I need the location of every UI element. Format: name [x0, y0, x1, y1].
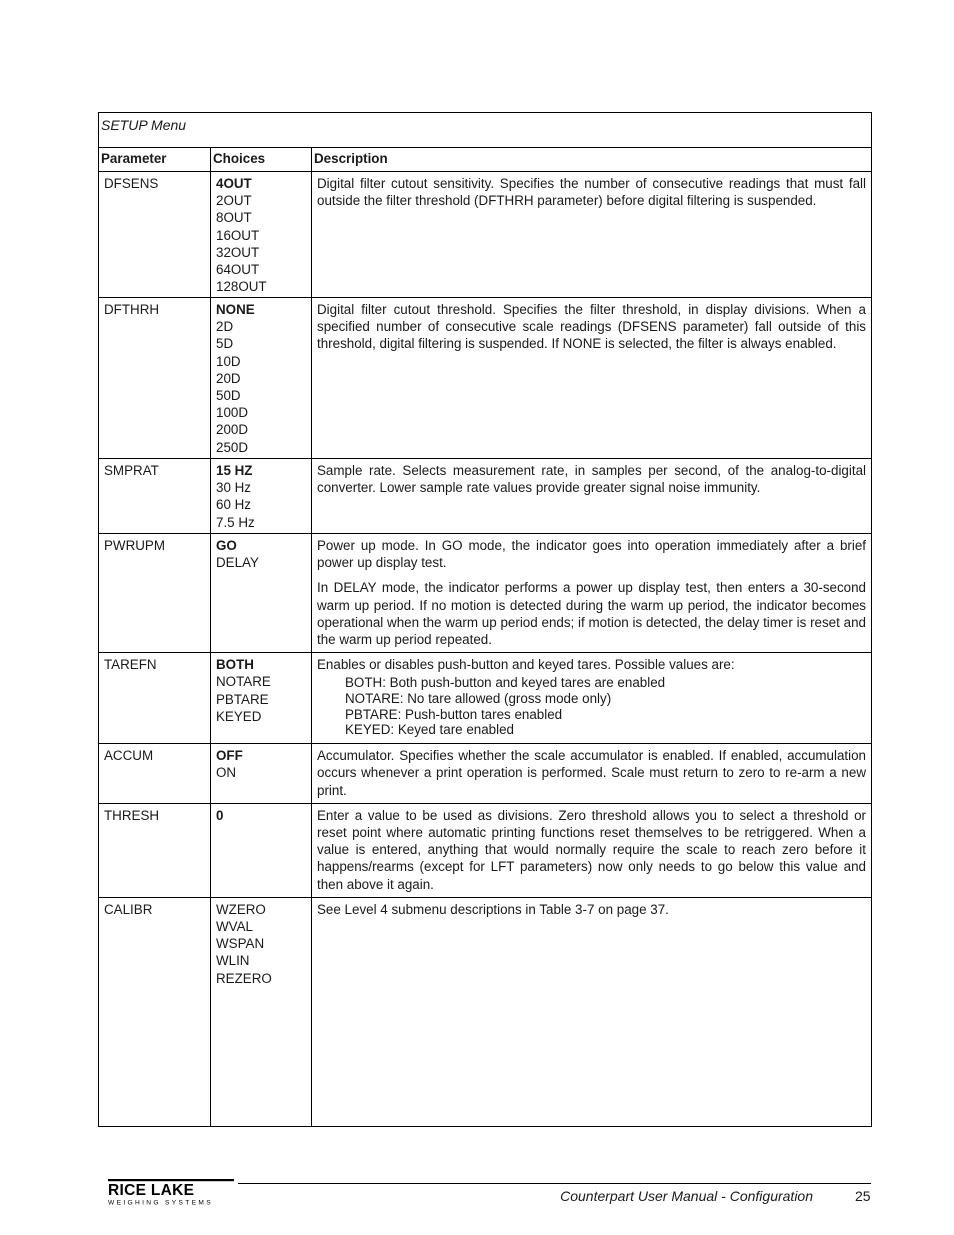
choice-item: WLIN — [216, 953, 250, 969]
table-row — [99, 459, 872, 534]
parameter-cell: CALIBR — [99, 897, 211, 1126]
choice-item: KEYED — [216, 708, 262, 724]
setup-menu-table — [98, 112, 872, 1127]
description-paragraph: See Level 4 submenu descriptions in Table 3-7 on page 37. — [317, 901, 669, 917]
choice-item: ON — [216, 765, 237, 781]
choices-cell — [211, 803, 312, 897]
list-item: KEYED: Keyed tare enabled — [345, 722, 514, 738]
choice-item: 30 Hz — [216, 480, 251, 496]
choice-item: 20D — [216, 370, 241, 386]
description-paragraph: In DELAY mode, the indicator performs a power up display test, then enters a 30-second warm up period. If no motion is detected during the warm up period, the indicator becomes operational when the warm up period ends; if motion is detected, the delay timer is reset and the warm up period repeated. — [317, 580, 866, 648]
logo-wordmark: RICE LAKE — [108, 1182, 195, 1199]
choice-item: WSPAN — [216, 936, 265, 952]
choice-item: 2D — [216, 319, 234, 335]
choice-item: 200D — [216, 422, 249, 438]
description-paragraph: Digital filter cutout threshold. Specifies the filter threshold, in display divisions. When a specified number of consecutive scale readings (DFSENS parameter) fall outside of this threshold, digital filtering is suspended. If NONE is selected, the filter is always enabled. — [317, 302, 866, 352]
description-paragraph: Enables or disables push-button and keyed tares. Possible values are: — [317, 657, 735, 673]
table-row — [99, 298, 872, 459]
column-header-parameter: Parameter — [99, 148, 211, 172]
parameter-cell: SMPRAT — [99, 459, 211, 534]
column-header-choices: Choices — [211, 148, 312, 172]
description-paragraph: Accumulator. Specifies whether the scale accumulator is enabled. If enabled, accumulation occurs whenever a print operation is performed. Scale must return to zero to re-arm a new print. — [317, 748, 866, 798]
choice-item: PBTARE — [216, 691, 269, 707]
choice-item: 10D — [216, 353, 241, 369]
choice-item: 250D — [216, 439, 249, 455]
choices-cell — [211, 172, 312, 298]
default-choice: 4OUT — [216, 176, 252, 191]
choice-item: 100D — [216, 405, 249, 421]
choice-item: 32OUT — [216, 244, 260, 260]
choices-cell — [211, 534, 312, 653]
parameter-cell: TAREFN — [99, 653, 211, 744]
list-item: PBTARE: Push-button tares enabled — [345, 706, 563, 722]
column-header-description: Description — [312, 148, 872, 172]
table-row — [99, 744, 872, 804]
choice-item: WZERO — [216, 901, 266, 917]
description-cell — [312, 298, 872, 459]
choice-item: REZERO — [216, 970, 272, 986]
description-cell — [312, 172, 872, 298]
list-item: NOTARE: No tare allowed (gross mode only) — [345, 691, 612, 707]
description-cell — [312, 897, 872, 1126]
footer-title: Counterpart User Manual - Configuration — [560, 1188, 813, 1204]
description-paragraph: Sample rate. Selects measurement rate, in samples per second, of the analog-to-digital converter. Lower sample rate values provide greater signal noise immunity. — [317, 463, 866, 496]
choices-cell — [211, 744, 312, 804]
list-item: BOTH: Both push-button and keyed tares are enabled — [345, 675, 666, 691]
table-row — [99, 172, 872, 298]
values-list — [345, 675, 866, 737]
choices-cell — [211, 459, 312, 534]
choice-item: 16OUT — [216, 227, 260, 243]
parameter-cell: PWRUPM — [99, 534, 211, 653]
choice-item: 8OUT — [216, 210, 252, 226]
table-row — [99, 653, 872, 744]
default-choice: NONE — [216, 302, 255, 317]
choice-item: 50D — [216, 388, 241, 404]
default-choice: OFF — [216, 748, 243, 764]
rice-lake-logo — [108, 1176, 236, 1206]
parameter-cell: DFTHRH — [99, 298, 211, 459]
description-cell — [312, 459, 872, 534]
logo-subtext: WEIGHING SYSTEMS — [108, 1199, 214, 1206]
default-choice: 0 — [216, 807, 224, 823]
choices-cell — [211, 298, 312, 459]
choice-item: NOTARE — [216, 674, 271, 690]
description-paragraph: Power up mode. In GO mode, the indicator goes into operation immediately after a brief power up display test. — [317, 538, 866, 571]
choice-item: 64OUT — [216, 262, 260, 278]
choice-item: 7.5 Hz — [216, 514, 255, 530]
description-cell — [312, 653, 872, 744]
footer-rule — [238, 1183, 871, 1184]
choice-item: 2OUT — [216, 193, 252, 209]
parameter-cell: DFSENS — [99, 172, 211, 298]
table-row — [99, 803, 872, 897]
default-choice: 15 HZ — [216, 463, 253, 478]
table-caption: SETUP Menu — [99, 113, 872, 148]
choices-cell — [211, 897, 312, 1126]
description-paragraph: Enter a value to be used as divisions. Zero threshold allows you to select a threshold or reset point where automatic printing functions reset themselves to be retriggered. When a value is entered, anything that would normally require the scale to reach zero before it happens/rearms (except for LFT parameters) now only needs to go below this value and then above it again. — [317, 807, 866, 892]
choices-cell — [211, 653, 312, 744]
parameter-cell: THRESH — [99, 803, 211, 897]
description-cell — [312, 803, 872, 897]
description-cell — [312, 534, 872, 653]
choice-item: 5D — [216, 336, 234, 352]
default-choice: BOTH — [216, 657, 254, 673]
choice-item: 60 Hz — [216, 497, 251, 513]
choice-item: 128OUT — [216, 279, 267, 295]
parameter-cell: ACCUM — [99, 744, 211, 804]
choice-item: DELAY — [216, 555, 259, 571]
description-cell — [312, 744, 872, 804]
default-choice: GO — [216, 538, 237, 553]
table-row — [99, 897, 872, 1126]
choice-item: WVAL — [216, 919, 253, 935]
table-body — [99, 172, 872, 1127]
table-row — [99, 534, 872, 653]
page-number: 25 — [855, 1188, 871, 1204]
description-paragraph: Digital filter cutout sensitivity. Specifies the number of consecutive readings that must fall outside the filter threshold (DFTHRH parameter) before digital filtering is suspended. — [317, 176, 866, 209]
